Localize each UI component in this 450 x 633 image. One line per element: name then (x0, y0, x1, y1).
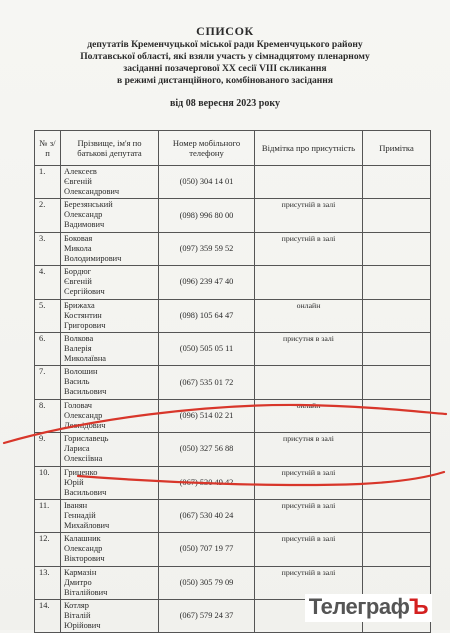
note-cell (363, 266, 431, 299)
subtitle-line-3: засіданні позачергової XX сесії VIII скликання (123, 63, 327, 74)
deputy-name (61, 499, 159, 532)
deputy-name (61, 332, 159, 365)
presence-mark (255, 166, 363, 199)
deputy-name-part: Олександр (64, 410, 103, 420)
col-header-note: Примітка (363, 131, 431, 166)
deputy-name (61, 566, 159, 599)
deputy-name-part: Волошин (64, 367, 98, 377)
table-row (35, 299, 431, 332)
deputy-name-part: Гориславець (64, 434, 109, 444)
deputy-name-part: Вадимович (64, 220, 105, 230)
phone-number: (097) 359 59 52 (159, 232, 255, 265)
row-number: 12. (35, 533, 61, 566)
table-row (35, 399, 431, 432)
deputy-name-part: Володимирович (64, 253, 122, 263)
deputy-name-part: Лариса (64, 444, 90, 454)
phone-number: (050) 707 19 77 (159, 533, 255, 566)
col-header-name: Прізвище, ім'я по батькові депутата (61, 131, 159, 166)
deputy-name-part: Головач (64, 400, 92, 410)
row-number: 1. (35, 166, 61, 199)
row-number: 2. (35, 199, 61, 232)
deputy-name-part: Іванян (64, 500, 88, 510)
deputy-name (61, 399, 159, 432)
deputy-name-part: Олександр (64, 544, 103, 554)
row-number: 6. (35, 332, 61, 365)
deputy-name-part: Григорович (64, 320, 106, 330)
presence-mark: присутній в залі (255, 566, 363, 599)
deputy-name-part: Євгеній (64, 277, 92, 287)
col-header-presence: Відмітка про присутність (255, 131, 363, 166)
table-row (35, 533, 431, 566)
deputy-name-part: Валерія (64, 343, 92, 353)
table-row (35, 266, 431, 299)
deputy-name-part: Боковая (64, 233, 93, 243)
table-row (35, 366, 431, 399)
deputy-name-part: Василь (64, 377, 90, 387)
phone-number: (096) 514 02 21 (159, 399, 255, 432)
presence-mark: присутній в залі (255, 533, 363, 566)
presence-mark: присутній в залі (255, 466, 363, 499)
subtitle-line-4: в режимі дистанційного, комбінованого засідання (117, 75, 333, 86)
row-number: 11. (35, 499, 61, 532)
phone-number: (050) 304 14 01 (159, 166, 255, 199)
deputy-name-part: Сергійович (64, 287, 105, 297)
table-header-row (35, 131, 431, 166)
note-cell (363, 166, 431, 199)
deputy-name (61, 466, 159, 499)
deputy-name-part: Волкова (64, 333, 94, 343)
telegraf-watermark-logo: ТелеграфЪ (305, 594, 432, 622)
deputy-name-part: Костянтин (64, 310, 102, 320)
phone-number: (050) 327 56 88 (159, 433, 255, 466)
presence-mark: присутня в залі (255, 433, 363, 466)
phone-number: (050) 305 79 09 (159, 566, 255, 599)
deputy-name-part: Котляр (64, 601, 89, 611)
row-number: 14. (35, 600, 61, 633)
row-number: 4. (35, 266, 61, 299)
note-cell (363, 199, 431, 232)
presence-mark: онлайн (255, 399, 363, 432)
deputy-name (61, 166, 159, 199)
col-header-phone: Номер мобільного телефону (159, 131, 255, 166)
deputy-name (61, 266, 159, 299)
deputy-name-part: Кармазін (64, 567, 97, 577)
phone-number: (067) 535 01 72 (159, 366, 255, 399)
deputy-name (61, 600, 159, 633)
deputy-name-part: Олександр (64, 210, 103, 220)
note-cell (363, 533, 431, 566)
note-cell (363, 366, 431, 399)
deputy-name-part: Березянський (64, 200, 113, 210)
deputy-name-part: Віталійович (64, 587, 108, 597)
deputy-name (61, 299, 159, 332)
deputy-name-part: Гриценко (64, 467, 98, 477)
deputy-name-part: Олександрович (64, 187, 120, 196)
presence-mark (255, 366, 363, 399)
table-row (35, 232, 431, 265)
deputy-name-part: Віталій (64, 611, 91, 621)
presence-mark (255, 266, 363, 299)
table-row (35, 166, 431, 199)
row-number: 7. (35, 366, 61, 399)
deputy-name (61, 199, 159, 232)
row-number: 5. (35, 299, 61, 332)
phone-number: (067) 530 40 24 (159, 499, 255, 532)
deputy-name (61, 433, 159, 466)
deputy-name (61, 366, 159, 399)
phone-number: (098) 105 64 47 (159, 299, 255, 332)
presence-mark: присутній в залі (255, 232, 363, 265)
note-cell (363, 499, 431, 532)
presence-mark: присутня в залі (255, 332, 363, 365)
deputy-name-part: Микола (64, 243, 92, 253)
deputy-name-part: Миколаївна (64, 353, 107, 363)
row-number: 9. (35, 433, 61, 466)
row-number: 10. (35, 466, 61, 499)
deputy-name-part: Алексеєв (64, 167, 97, 176)
deputy-name-part: Юрій (64, 477, 84, 487)
presence-mark: онлайн (255, 299, 363, 332)
deputy-name-part: Васильович (64, 487, 107, 497)
table-row (35, 199, 431, 232)
col-header-number: № з/п (35, 131, 61, 166)
deputy-name-part: Геннадій (64, 510, 96, 520)
phone-number: (096) 239 47 40 (159, 266, 255, 299)
deputy-name (61, 232, 159, 265)
deputy-name-part: Брижаха (64, 300, 95, 310)
document-title: СПИСОК (196, 24, 254, 38)
table-body (35, 166, 431, 633)
deputies-table (34, 130, 431, 633)
phone-number: (067) 530 49 42 (159, 466, 255, 499)
deputy-name-part: Леонідович (64, 420, 106, 430)
row-number: 13. (35, 566, 61, 599)
deputy-name-part: Юрійович (64, 621, 101, 631)
note-cell (363, 332, 431, 365)
row-number: 3. (35, 232, 61, 265)
presence-mark: присутній в залі (255, 199, 363, 232)
phone-number: (098) 996 80 00 (159, 199, 255, 232)
deputy-name-part: Михайлович (64, 520, 110, 530)
phone-number: (050) 505 05 11 (159, 332, 255, 365)
note-cell (363, 399, 431, 432)
table-row (35, 499, 431, 532)
deputy-name (61, 533, 159, 566)
deputy-name-part: Олексіївна (64, 454, 103, 464)
note-cell (363, 232, 431, 265)
table-row (35, 433, 431, 466)
row-number: 8. (35, 399, 61, 432)
table-row (35, 466, 431, 499)
deputy-name-part: Євгеній (64, 177, 92, 186)
table-row (35, 332, 431, 365)
deputy-name-part: Васильович (64, 387, 107, 397)
phone-number: (067) 579 24 37 (159, 600, 255, 633)
deputy-name-part: Дмитро (64, 577, 92, 587)
subtitle-line-1: депутатів Кременчуцької міської ради Кременчуцького району (87, 39, 363, 50)
deputy-name-part: Бордюг (64, 267, 92, 277)
note-cell (363, 466, 431, 499)
deputy-name-part: Калашник (64, 534, 101, 544)
note-cell (363, 433, 431, 466)
subtitle-line-2: Полтавської області, які взяли участь у сімнадцятому пленарному (80, 51, 370, 62)
document-date: від 08 вересня 2023 року (170, 98, 280, 109)
presence-mark: присутній в залі (255, 499, 363, 532)
note-cell (363, 299, 431, 332)
deputy-name-part: Вікторович (64, 554, 105, 564)
